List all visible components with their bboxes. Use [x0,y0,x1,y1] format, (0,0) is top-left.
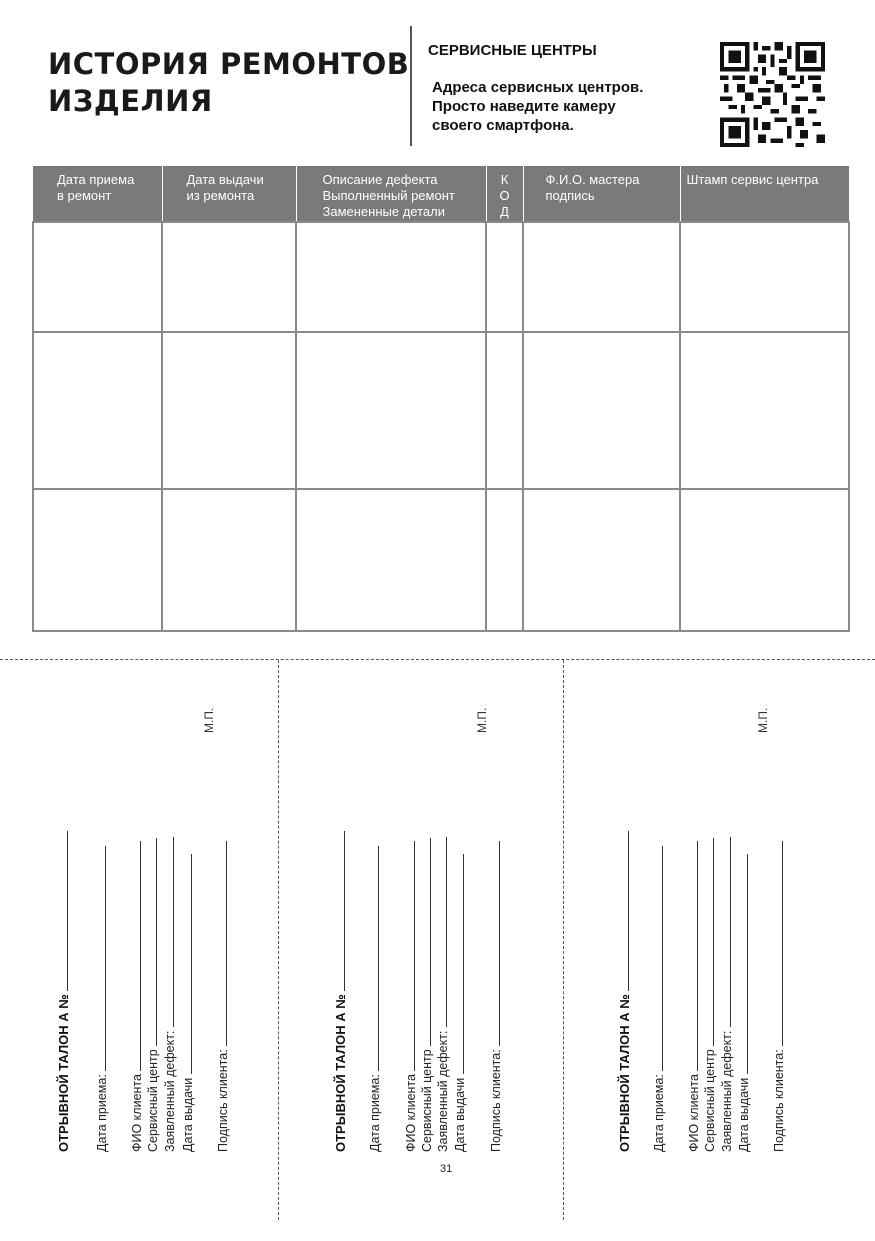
table-cell[interactable] [162,332,296,489]
stub-date-received[interactable]: Дата приема: [652,846,666,1152]
col-date-issued: Дата выдачи из ремонта [162,166,296,222]
stub-client-signature[interactable]: Подпись клиента: [772,841,786,1152]
table-cell[interactable] [33,489,162,631]
stamp-place-label: М.П. [756,707,770,733]
stamp-place-label: М.П. [475,707,489,733]
stub-client-name[interactable]: ФИО клиента [130,841,144,1152]
table-header-row [33,166,849,222]
table-cell[interactable] [680,332,849,489]
horizontal-cut-line [0,659,875,660]
col-master-name: Ф.И.О. мастера подпись [523,166,680,222]
stub-client-signature[interactable]: Подпись клиента: [216,841,230,1152]
table-cell[interactable] [296,222,486,332]
table-cell[interactable] [486,222,523,332]
service-text-line-2: Просто наведите камеру [432,98,616,115]
page-title [48,46,409,120]
col-date-received: Дата приема в ремонт [33,166,162,222]
tear-off-stub-2 [277,665,547,1165]
stub-title: ОТРЫВНОЙ ТАЛОН А № [333,831,348,1152]
tear-off-stub-3 [561,665,831,1165]
stub-date-received[interactable]: Дата приема: [368,846,382,1152]
col-code: К О Д [486,166,523,222]
col-stamp: Штамп сервис центра [680,166,849,222]
page-number: 31 [440,1163,453,1175]
table-cell[interactable] [162,489,296,631]
stub-date-received[interactable]: Дата приема: [95,846,109,1152]
tear-off-stub-1 [0,665,270,1165]
table-cell[interactable] [680,222,849,332]
service-centers-text [432,78,702,135]
service-centers-title: СЕРВИСНЫЕ ЦЕНТРЫ [428,42,597,59]
stub-client-name[interactable]: ФИО клиента [404,841,418,1152]
stamp-place-label: М.П. [202,707,216,733]
stub-service-center[interactable]: Сервисный центр [146,838,160,1152]
table-cell[interactable] [296,332,486,489]
stub-title: ОТРЫВНОЙ ТАЛОН А № [617,831,632,1152]
table-cell[interactable] [296,489,486,631]
table-cell[interactable] [680,489,849,631]
stub-declared-defect[interactable]: Заявленный дефект: [163,837,177,1152]
table-cell[interactable] [486,489,523,631]
service-text-line-1: Адреса сервисных центров. [432,79,644,96]
stub-title: ОТРЫВНОЙ ТАЛОН А № [56,831,71,1152]
table-cell[interactable] [33,332,162,489]
table-cell[interactable] [523,489,680,631]
col-defect-description: Описание дефекта Выполненный ремонт Замененные детали [296,166,486,222]
table-cell[interactable] [33,222,162,332]
table-cell[interactable] [162,222,296,332]
stub-date-issued[interactable]: Дата выдачи [453,854,467,1152]
stub-date-issued[interactable]: Дата выдачи [181,854,195,1152]
stub-client-name[interactable]: ФИО клиента [687,841,701,1152]
stub-date-issued[interactable]: Дата выдачи [737,854,751,1152]
stub-service-center[interactable]: Сервисный центр [703,838,717,1152]
table-cell[interactable] [523,332,680,489]
stub-declared-defect[interactable]: Заявленный дефект: [720,837,734,1152]
table-row [33,222,849,332]
stub-declared-defect[interactable]: Заявленный дефект: [436,837,450,1152]
title-line-1: ИСТОРИЯ РЕМОНТОВ [48,47,410,81]
stub-service-center[interactable]: Сервисный центр [420,838,434,1152]
table-cell[interactable] [486,332,523,489]
qr-code-icon[interactable] [720,42,825,147]
repair-history-table [32,166,850,632]
table-row [33,332,849,489]
table-row [33,489,849,631]
service-text-line-3: своего смартфона. [432,117,574,134]
header-divider [410,26,412,146]
stub-client-signature[interactable]: Подпись клиента: [489,841,503,1152]
title-line-2: ИЗДЕЛИЯ [48,84,213,118]
table-cell[interactable] [523,222,680,332]
